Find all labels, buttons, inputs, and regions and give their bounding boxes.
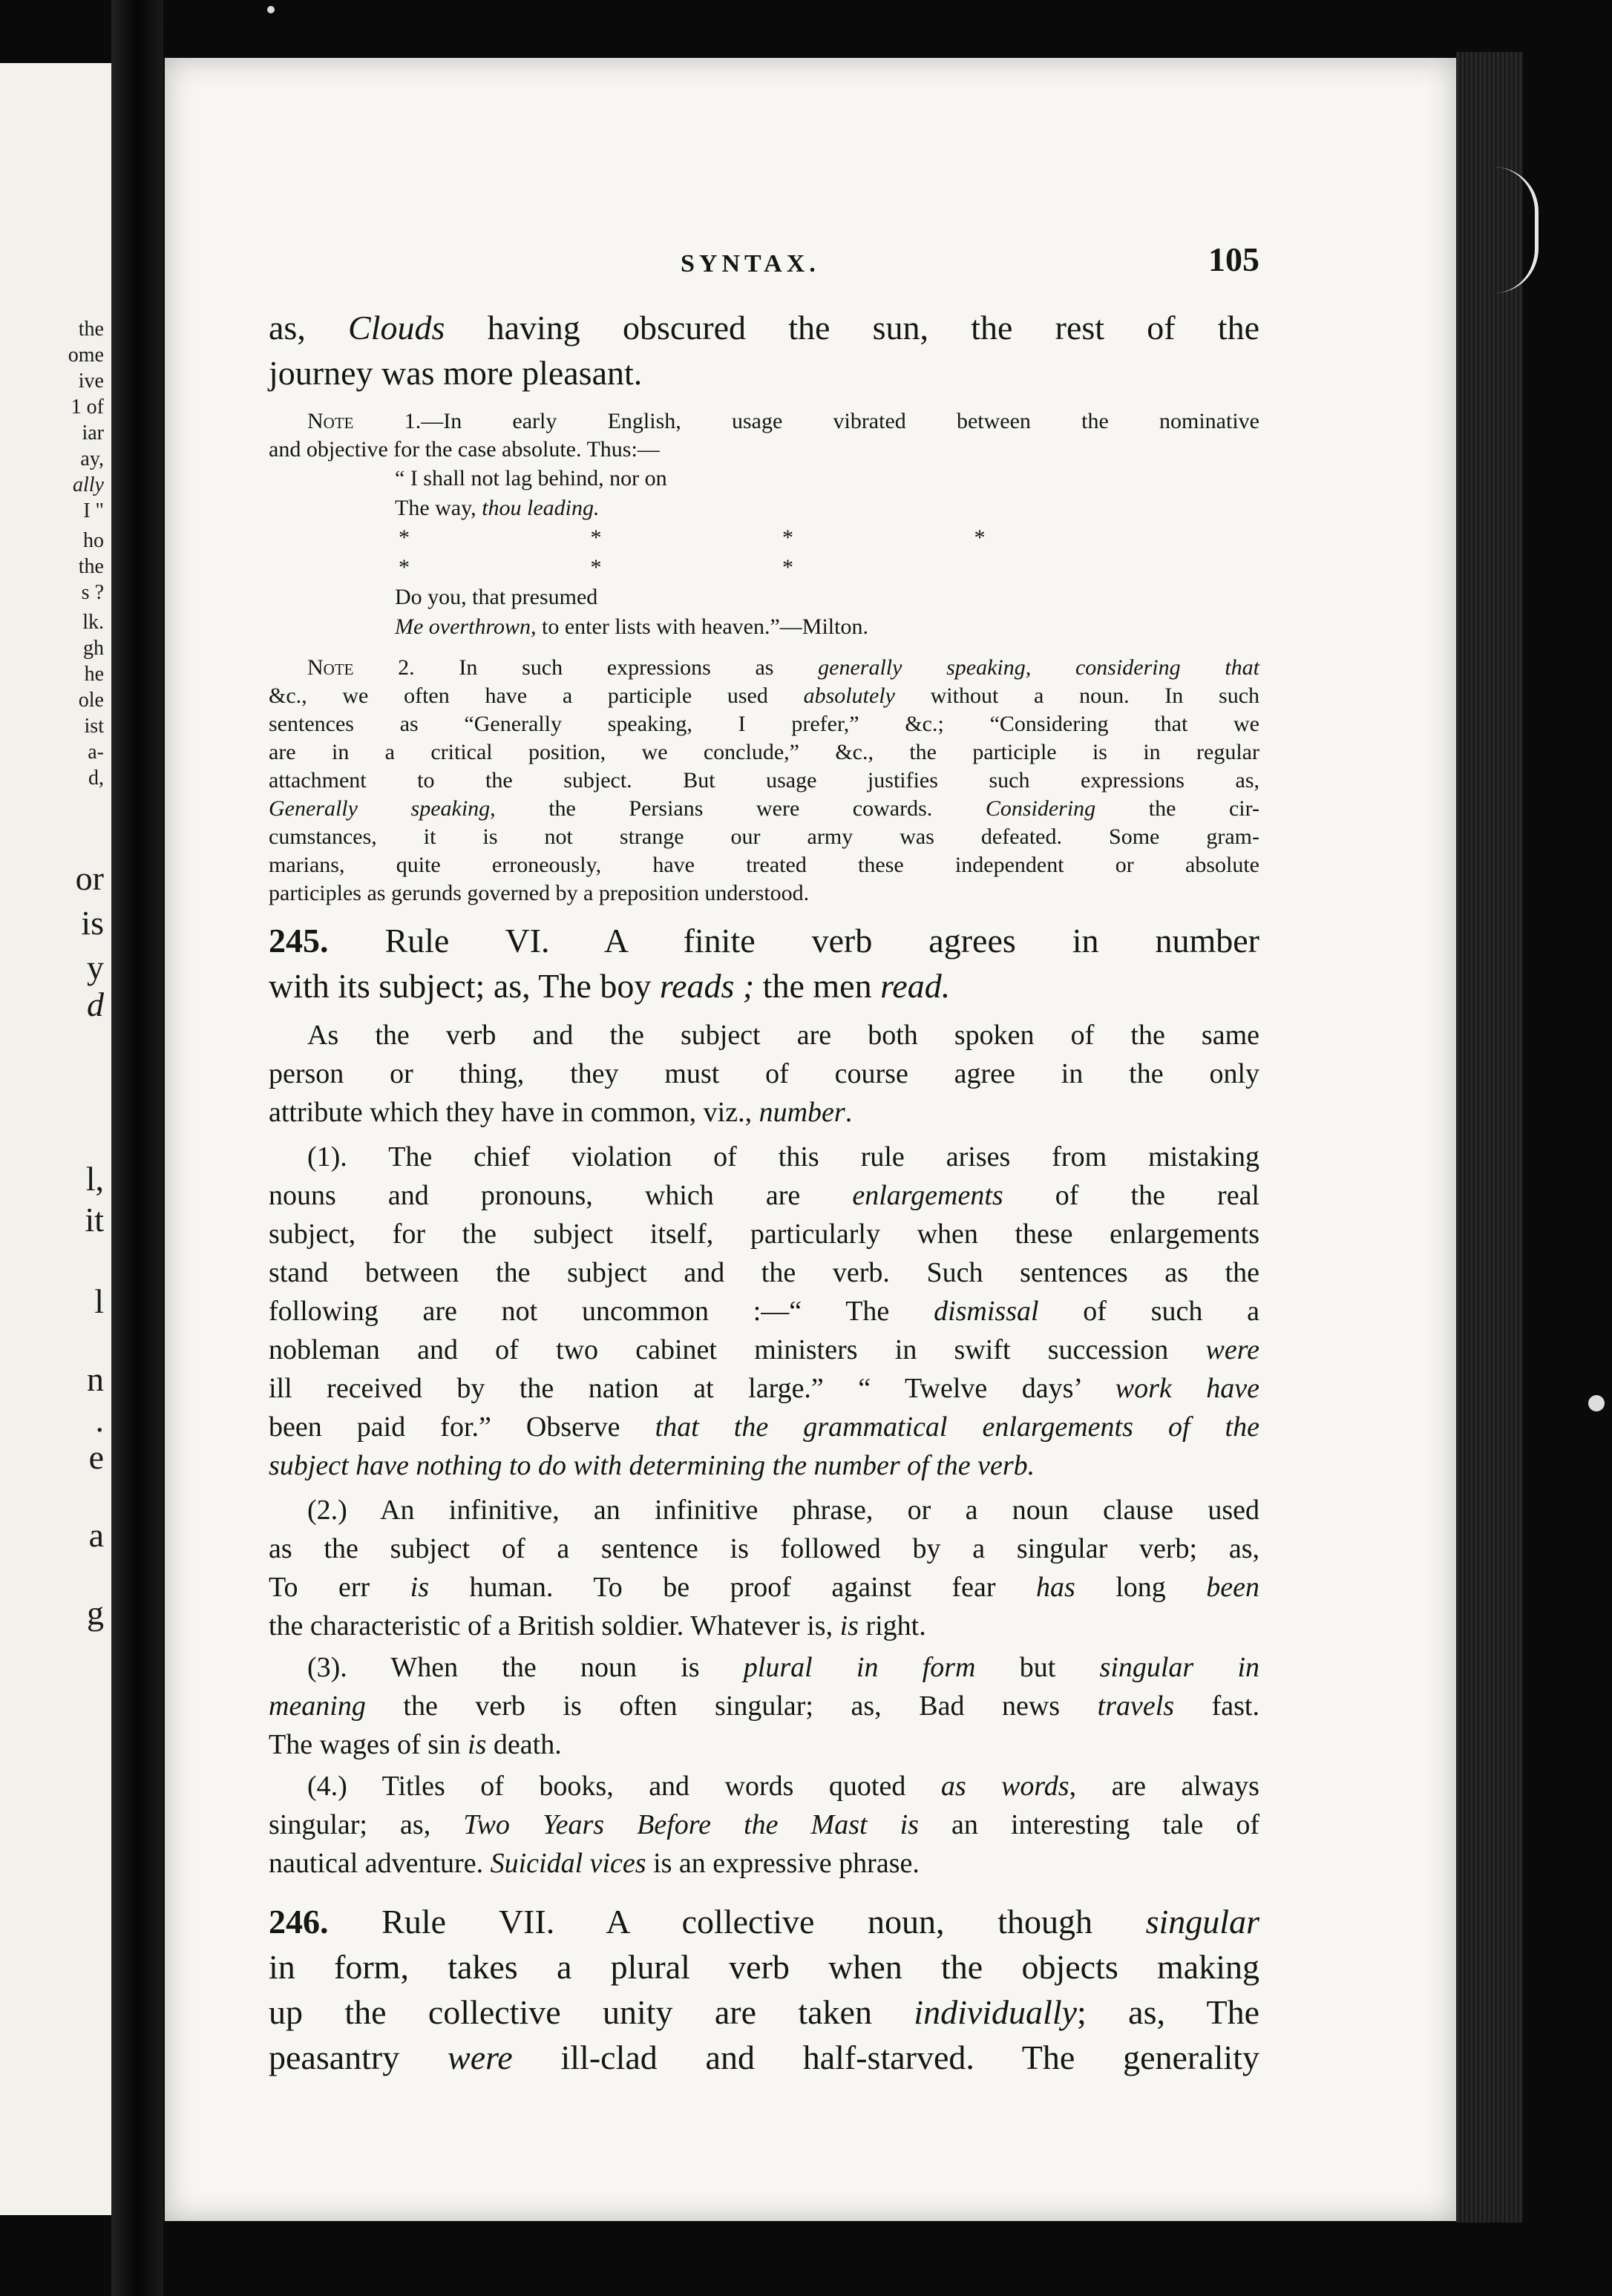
speck bbox=[267, 6, 275, 13]
left-fragment: g bbox=[87, 1594, 104, 1632]
left-fragment: lk. bbox=[82, 611, 104, 634]
body-line: subject have nothing to do with determining the number of the verb. bbox=[269, 1450, 1035, 1481]
note-line: Generally speaking, the Persians were cowards. Considering the cir- bbox=[269, 796, 1259, 821]
left-fragment: is bbox=[81, 904, 104, 942]
body-line: up the collective unity are taken individually; as, The bbox=[269, 1993, 1259, 2031]
note-line: marians, quite erroneously, have treated these independent or absolute bbox=[269, 853, 1259, 877]
body-line: in form, takes a plural verb when the objects making bbox=[269, 1948, 1259, 1986]
body-line: As the verb and the subject are both spoken of the same bbox=[307, 1020, 1259, 1051]
left-fragment: . bbox=[95, 1401, 104, 1439]
rule-vii bbox=[269, 1899, 1259, 2080]
book-gutter bbox=[111, 0, 163, 2296]
body-line: person or thing, they must of course agree in the only bbox=[269, 1058, 1259, 1089]
body-line: stand between the subject and the verb. Such sentences as the bbox=[269, 1257, 1259, 1288]
left-fragment: iar bbox=[82, 422, 104, 445]
rule-vi bbox=[269, 918, 1259, 1883]
body-line: (1). The chief violation of this rule arises from mistaking bbox=[307, 1141, 1259, 1172]
body-line: subject, for the subject itself, particularly when these enlargements bbox=[269, 1218, 1259, 1250]
page-header bbox=[269, 240, 1259, 292]
body-line: nautical adventure. Suicidal vices is an expressive phrase. bbox=[269, 1848, 920, 1879]
note-line: Note 2. In such expressions as generally speaking, considering that bbox=[307, 655, 1259, 680]
left-fragment: l bbox=[94, 1282, 104, 1320]
left-page-fragment bbox=[0, 63, 111, 2215]
body-line: ill received by the nation at large.” “ Twelve days’ work have bbox=[269, 1373, 1259, 1404]
page-content bbox=[269, 240, 1259, 2080]
verse-line: The way, thou leading. bbox=[395, 496, 600, 520]
verse-line: Me overthrown, to enter lists with heaven.”—Milton. bbox=[395, 614, 868, 639]
left-fragment: ole bbox=[78, 689, 104, 712]
left-fragment: ome bbox=[68, 344, 104, 367]
body-line: To err is human. To be proof against fear has long been bbox=[269, 1572, 1259, 1603]
left-fragment: 1 of bbox=[71, 396, 104, 419]
page-edges bbox=[1456, 52, 1523, 2223]
body-line: (2.) An infinitive, an infinitive phrase, or a noun clause used bbox=[307, 1495, 1259, 1526]
note-1 bbox=[269, 407, 1259, 642]
note-line: are in a critical position, we conclude,” &c., the participle is in regular bbox=[269, 740, 1259, 764]
body-line: attribute which they have in common, viz., number. bbox=[269, 1097, 853, 1128]
note-line: participles as gerunds governed by a preposition understood. bbox=[269, 881, 810, 905]
body-line: The wages of sin is death. bbox=[269, 1729, 562, 1760]
left-fragment: the bbox=[78, 555, 104, 578]
left-fragment: e bbox=[88, 1438, 104, 1476]
body-line: following are not uncommon :—“ The dismissal of such a bbox=[269, 1296, 1259, 1327]
ellipsis-stars: * * * * * * * bbox=[399, 525, 1073, 580]
note-line: cumstances, it is not strange our army was defeated. Some gram- bbox=[269, 824, 1259, 849]
left-fragment: ho bbox=[83, 529, 104, 552]
left-fragment: the bbox=[78, 318, 104, 341]
left-fragment: ally bbox=[73, 473, 104, 496]
margin-bracket-mark bbox=[1490, 167, 1539, 293]
body-line: peasantry were ill-clad and half-starved. The generality bbox=[269, 2038, 1259, 2076]
note-line: attachment to the subject. But usage justifies such expressions as, bbox=[269, 768, 1259, 793]
page-number: 105 bbox=[1208, 240, 1259, 278]
left-fragment: it bbox=[85, 1201, 104, 1239]
running-title: SYNTAX. bbox=[681, 250, 820, 278]
left-fragment: ive bbox=[78, 370, 104, 393]
book-page bbox=[165, 58, 1456, 2221]
body-line: (3). When the noun is plural in form but singular in bbox=[307, 1652, 1260, 1683]
left-fragment: gh bbox=[83, 637, 104, 660]
body-line: meaning the verb is often singular; as, Bad news travels fast. bbox=[269, 1690, 1259, 1722]
left-fragment: n bbox=[87, 1360, 104, 1398]
left-fragment: a- bbox=[88, 741, 104, 764]
left-fragment: he bbox=[84, 663, 104, 686]
rule-heading: 245. Rule VI. A finite verb agrees in number bbox=[269, 922, 1259, 960]
body-line: the characteristic of a British soldier. Whatever is, is right. bbox=[269, 1610, 926, 1641]
note-line: Note 1.—In early English, usage vibrated between the nominative bbox=[307, 409, 1259, 433]
verse-line: Do you, that presumed bbox=[395, 585, 598, 609]
left-fragment: y bbox=[87, 948, 104, 986]
note-line: sentences as “Generally speaking, I prefer,” &c.; “Considering that we bbox=[269, 712, 1259, 736]
left-fragment: ist bbox=[84, 715, 104, 738]
body-line: nobleman and of two cabinet ministers in swift succession were bbox=[269, 1334, 1259, 1365]
left-fragment: d bbox=[87, 985, 104, 1023]
rule-heading: with its subject; as, The boy reads ; the men read. bbox=[269, 967, 951, 1005]
left-fragment: or bbox=[75, 859, 104, 897]
speck bbox=[1588, 1395, 1605, 1411]
body-line: (4.) Titles of books, and words quoted as words, are always bbox=[307, 1771, 1259, 1802]
left-fragment: I " bbox=[83, 499, 104, 522]
intro-line: journey was more pleasant. bbox=[269, 354, 643, 392]
body-line: been paid for.” Observe that the grammatical enlargements of the bbox=[269, 1411, 1259, 1443]
body-line: nouns and pronouns, which are enlargements of the real bbox=[269, 1180, 1259, 1211]
note-line: and objective for the case absolute. Thus:— bbox=[269, 437, 660, 462]
left-fragment: s ? bbox=[81, 581, 104, 604]
verse-line: “ I shall not lag behind, nor on bbox=[395, 466, 667, 491]
left-fragment: l, bbox=[85, 1160, 104, 1198]
rule-heading: 246. Rule VII. A collective noun, though singular bbox=[269, 1903, 1259, 1941]
left-fragment: d, bbox=[88, 767, 104, 790]
body-line: as the subject of a sentence is followed by a singular verb; as, bbox=[269, 1533, 1259, 1564]
left-fragment: ay, bbox=[80, 447, 104, 470]
note-2 bbox=[269, 654, 1259, 908]
body-line: singular; as, Two Years Before the Mast is an interesting tale of bbox=[269, 1809, 1259, 1840]
intro-line: as, Clouds having obscured the sun, the rest of the bbox=[269, 309, 1259, 347]
note-line: &c., we often have a participle used absolutely without a noun. In such bbox=[269, 683, 1260, 708]
left-fragment: a bbox=[88, 1516, 104, 1554]
